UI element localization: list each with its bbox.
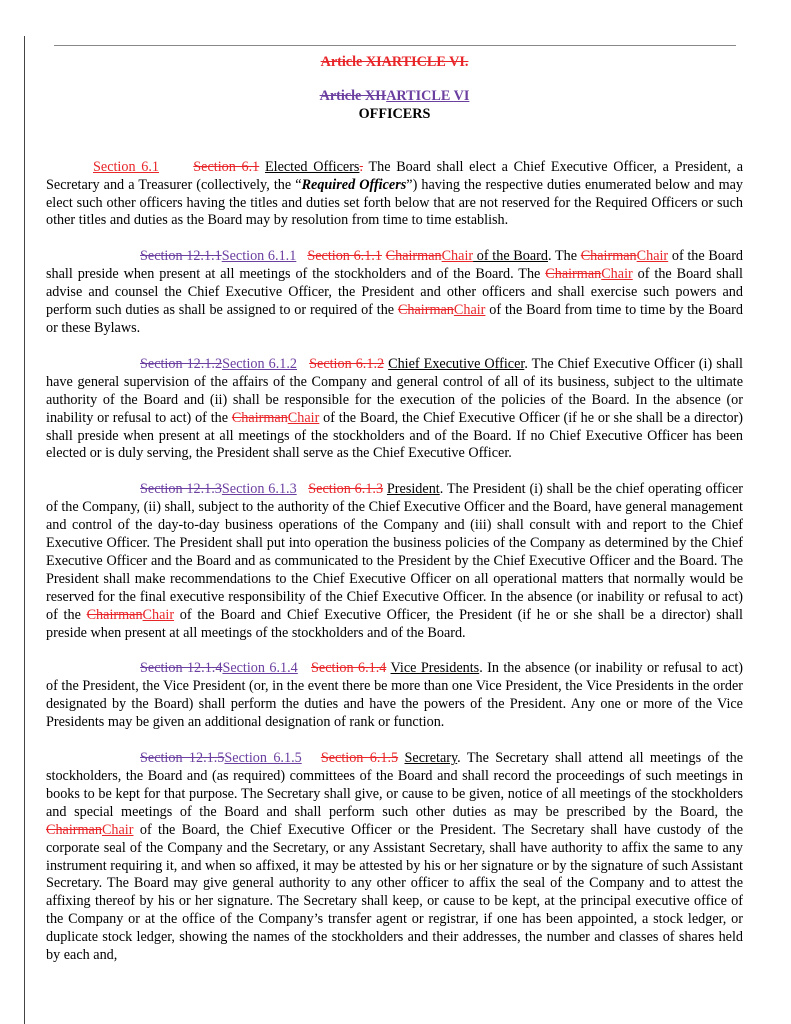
change-bar (24, 560, 25, 585)
section-number: Section 6.1.4 (222, 660, 298, 677)
section-heading: Chief Executive Officer (388, 355, 525, 372)
body-text: to be given, notice of all meetings of the stockholders and special meetings of the Board and shall perform such other duties as may be prescribed by the Board, the (46, 785, 743, 820)
body-text: The Board may give general authority to any other officer to affix the seal of the Company and to attest the affixing thereof by his or (46, 875, 743, 910)
inserted-text: Chair (453, 302, 486, 319)
body-text: . In the absence (or inability or refusal to act) of the President, the Vice President (or, in the event there be more than one Vice (46, 660, 743, 695)
deleted-text: Section 6.1.5 (320, 750, 399, 767)
change-bar (24, 850, 25, 940)
change-bar (24, 600, 25, 630)
section-6-1-4 (46, 660, 743, 732)
section-6-1 (46, 159, 743, 231)
change-bar (24, 658, 25, 678)
section-6-1-1 (46, 248, 743, 338)
change-bar (24, 166, 25, 196)
body-text: of the Board from time to time by the Board or these Bylaws. (46, 302, 743, 336)
body-text: of the Board shall advise and counsel the Chief Executive Officer, the President and (46, 266, 744, 301)
body-text: other officers and shall exercise such powers and perform such duties as shall be assigned to or required of the (46, 284, 743, 319)
deleted-text: Chairman (46, 821, 102, 838)
article-heading-deleted (46, 54, 743, 72)
body-text: of the Board, the Chief Executive Officer (if he or she shall be a director) shall preside when present at all meetings of the stockholders and of the Board. If no Chief Executive Officer has been elected or is duly serving, the President shall serve as the Chief Executive Officer. (46, 409, 743, 462)
inserted-text: Chair (601, 266, 633, 283)
section-heading: of the Board (473, 248, 548, 265)
inserted-text: Chair (636, 248, 669, 265)
section-number: Section 6.1.1 (221, 248, 297, 265)
deleted-text: Section 12.1.1 (140, 248, 222, 265)
change-bar (24, 258, 25, 318)
body-text: have the powers of the President. Any one or more of the Vice Presidents may be given an additional designation of rank or function. (46, 696, 743, 731)
change-bar (24, 784, 25, 824)
deleted-text: Section 6.1.3 (308, 481, 384, 498)
deleted-text: Chairman (397, 302, 454, 319)
body-text: The Board shall elect a Chief Executive Officer, a President, a Secretary and a Treasurer (collectively, the “ (46, 158, 744, 193)
page-top-rule (54, 45, 736, 46)
deleted-text: Chairman (545, 266, 602, 283)
document-body (46, 54, 743, 965)
body-text: the corporate seal of the Company and the Secretary, or any Assistant Secretary, shall have authority to affix the same to any (46, 821, 743, 856)
inserted-text: ARTICLE VI (386, 87, 470, 104)
deleted-text: Section 12.1.4 (140, 660, 223, 677)
deleted-text: Section 12.1.5 (140, 750, 225, 767)
body-text: of the Board and Chief Executive Officer, the President (if he or she shall be a director) shall preside when present at all meetings of the stockholders (46, 606, 743, 641)
deleted-text: Article XII (319, 87, 387, 104)
body-text: instrument requiring it, and when so affixed, it may be attested by his or her signature or by the signature of such Assistant Secretary. (46, 857, 743, 892)
deleted-text: ARTICLE VI. (381, 54, 469, 70)
body-text: the Chief Executive Officer. The President shall put into operation the business policies of the Company as determined by the Chief Executive Officer and the Board and as communicated to the President by the Chief Executive Officer and the Board. The President (46, 517, 743, 587)
deleted-text: Section 6.1.1 (307, 248, 382, 265)
article-heading (46, 88, 743, 106)
section-6-1-5 (46, 750, 743, 965)
section-heading: President (386, 481, 440, 498)
body-text: of the Board shall preside when present at all meetings of the stockholders and of the Board. The (46, 248, 744, 283)
inserted-text: Chair (441, 248, 474, 265)
section-heading: Elected Officers (264, 158, 360, 175)
change-bar (24, 360, 25, 450)
body-text: of the Board, the Chief Executive Officer or the President. The Secretary shall have custody of (133, 821, 720, 838)
section-number: Section 6.1 (93, 158, 159, 175)
section-heading: Secretary (404, 750, 458, 767)
section-heading: Vice Presidents (390, 660, 480, 677)
body-text: and of the Board. (367, 624, 466, 641)
deleted-text: Section 6.1.4 (311, 660, 387, 677)
body-text: her signature. The Secretary shall keep, or cause to be kept, at the principal executive office of the Company or at the office of the Company’s transfer agent or registrar, if one has been appointed, a stock ledger, or duplicate stock ledger, showing the names of the stockholders and their addresses, the number and classes of shares held by each and, (46, 893, 744, 964)
body-text: of the Board and shall record the proceedings of such meetings in books to be kept for that purpose. The Secretary shall give, or cause (46, 768, 744, 802)
body-text: ”) having the respective duties enumerated below and may elect such other officers having the titles and duties set forth below that are not reserved for the Required Officers or such other titles and duties as the Board may by resolution from time to time establish. (46, 176, 743, 229)
body-text: President, the Vice Presidents in the order designated by the Board) shall perform the duties and (46, 678, 743, 713)
deleted-text: Section 12.1.2 (140, 355, 223, 372)
section-number: Section 6.1.2 (222, 355, 298, 372)
inserted-text: Chair (142, 606, 175, 623)
change-bar (24, 698, 25, 738)
body-text: . The Chief Executive Officer (i) shall have general supervision of the affairs of the Company and general control of all of its business, subject to the ultimate authority of the Board and (ii) shall be responsible for the execution of the policies of the Board. In the absence (or inability or refusal to act) of the (46, 355, 743, 426)
deleted-text: Section 12.1.3 (140, 481, 222, 498)
section-number: Section 6.1.3 (221, 481, 297, 498)
defined-term: Required Officers (301, 176, 407, 193)
deleted-text: Chairman (385, 248, 442, 265)
deleted-text: Chairman (580, 248, 637, 265)
inserted-text: Chair (101, 821, 134, 838)
section-6-1-3 (46, 481, 743, 642)
deleted-text: . (359, 158, 363, 175)
deleted-text: Chairman (231, 409, 288, 426)
section-number: Section 6.1.5 (224, 750, 302, 767)
article-title: OFFICERS (358, 105, 431, 122)
deleted-text: Section 6.1 (193, 158, 260, 175)
deleted-text: Chairman (86, 606, 143, 623)
body-text: . The President (i) shall be the chief operating officer of the Company, (ii) shall, subject to the authority of the Chief Executive Officer and the Board, have general management and control of the day-to-day business operations of the Company and (iii) shall consult with and report to (46, 481, 743, 534)
deleted-text: Article XI (320, 54, 382, 70)
deleted-text: Section 6.1.2 (309, 355, 385, 372)
body-text: . The Secretary shall attend all meetings of the stockholders, the Board and (as required) committees (46, 750, 744, 784)
inserted-text: Chair (287, 409, 320, 426)
body-text: shall make recommendations to the Chief Executive Officer on all operational matters that normally would be reserved for the final executive responsibility of the Chief Executive Officer. In the absence (or inability or refusal to act) of the (46, 570, 743, 623)
section-6-1-2 (46, 356, 743, 463)
change-bar (24, 500, 25, 540)
body-text: . The (547, 248, 581, 265)
